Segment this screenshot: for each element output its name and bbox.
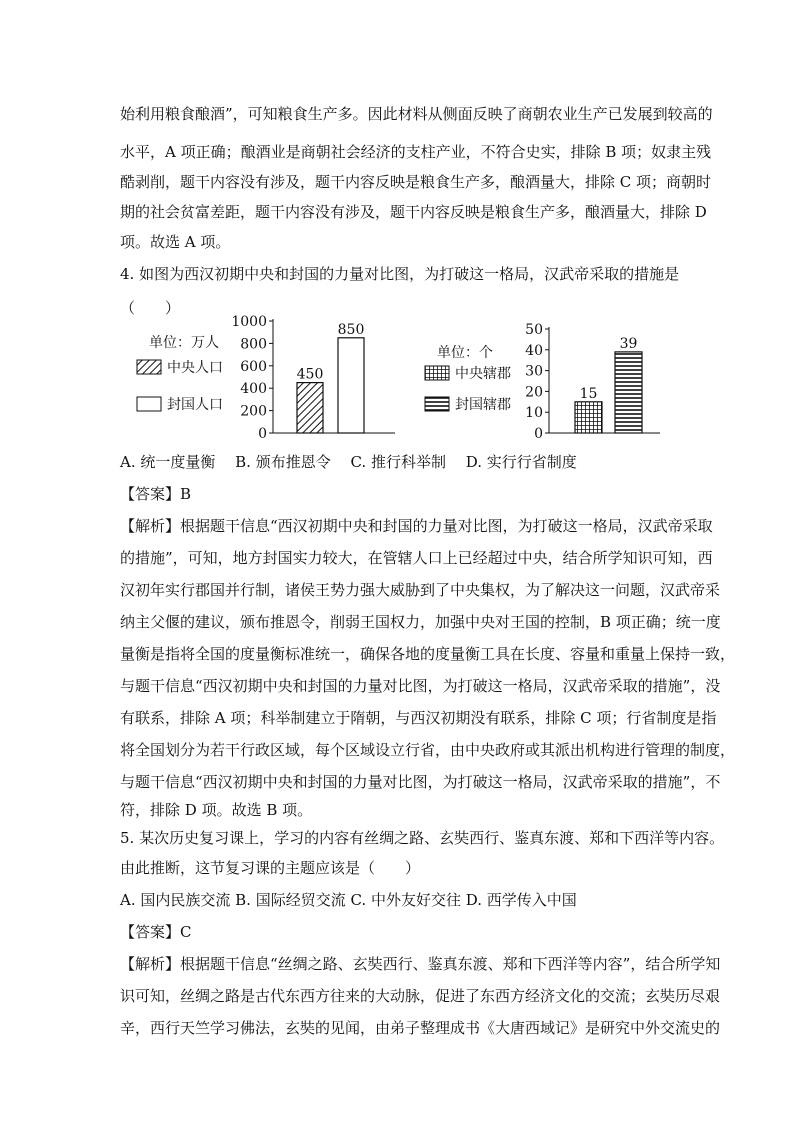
text-line: 汉初年实行郡国并行制，诸侯王势力强大威胁到了中央集权，为了解决这一问题，汉武帝采 bbox=[120, 581, 721, 599]
unit-label: 单位：万人 bbox=[149, 335, 219, 351]
bar bbox=[338, 338, 364, 433]
text-line: 【解析】根据题干信息“丝绸之路、玄奘西行、鉴真东渡、郑和下西洋等内容”，结合所学知 bbox=[120, 955, 721, 973]
bar-value-label: 450 bbox=[296, 366, 324, 383]
text-line: 4. 如图为西汉初期中央和封国的力量对比图，为打破这一格局，汉武帝采取的措施是 bbox=[120, 265, 680, 283]
bar bbox=[297, 383, 323, 433]
text-line: 由此推断，这节复习课的主题应该是（ ） bbox=[120, 859, 421, 877]
bar-value-label: 15 bbox=[579, 385, 598, 402]
bar-value-label: 850 bbox=[337, 321, 365, 338]
legend-swatch bbox=[425, 397, 449, 411]
y-tick-label: 1000 bbox=[231, 314, 267, 330]
y-tick-label: 40 bbox=[525, 342, 543, 359]
text-line: 与题干信息“西汉初期中央和封国的力量对比图，为打破这一格局，汉武帝采取的措施”，没 bbox=[120, 677, 721, 695]
legend-label: 封国人口 bbox=[167, 397, 223, 413]
text-line: 与题干信息“西汉初期中央和封国的力量对比图，为打破这一格局，汉武帝采取的措施”，不 bbox=[120, 773, 721, 791]
y-tick-label: 10 bbox=[525, 405, 543, 422]
text-line: 【答案】C bbox=[120, 923, 192, 941]
legend-swatch bbox=[425, 366, 449, 380]
y-tick-label: 400 bbox=[240, 381, 267, 398]
y-tick-label: 50 bbox=[525, 322, 543, 338]
y-tick-label: 0 bbox=[534, 426, 543, 442]
text-line: 【答案】B bbox=[120, 485, 192, 503]
bar bbox=[615, 352, 642, 433]
y-tick-label: 600 bbox=[240, 358, 267, 375]
unit-label: 单位：个 bbox=[437, 345, 493, 361]
text-line: A. 国内民族交流 B. 国际经贸交流 C. 中外友好交往 D. 西学传入中国 bbox=[120, 891, 577, 909]
chart-commanderies bbox=[425, 322, 660, 442]
text-line: 【解析】根据题干信息“西汉初期中央和封国的力量对比图，为打破这一格局，汉武帝采取 bbox=[120, 517, 713, 535]
chart-svg bbox=[125, 313, 665, 443]
text-line: 期的社会贫富差距，题干内容没有涉及，题干内容反映是粮食生产多，酿酒量大，排除 D bbox=[120, 203, 707, 221]
legend-label: 中央辖郡 bbox=[455, 366, 511, 382]
text-line: 水平，A 项正确；酿酒业是商朝社会经济的支柱产业，不符合史实，排除 B 项；奴隶主残 bbox=[120, 143, 712, 161]
text-line: 始利用粮食酿酒”，可知粮食生产多。因此材料从侧面反映了商朝农业生产已发展到较高的 bbox=[120, 105, 713, 123]
y-tick-label: 30 bbox=[525, 363, 543, 380]
text-line: 符，排除 D 项。故选 B 项。 bbox=[120, 801, 313, 819]
legend-swatch bbox=[137, 397, 161, 411]
legend-label: 封国辖郡 bbox=[455, 397, 511, 413]
legend-swatch bbox=[137, 360, 161, 374]
bar bbox=[575, 402, 602, 433]
text-line: 识可知，丝绸之路是古代东西方往来的大动脉，促进了东西方经济文化的交流；玄奘历尽艰 bbox=[120, 987, 721, 1005]
legend-label: 中央人口 bbox=[167, 360, 223, 376]
y-tick-label: 200 bbox=[240, 403, 267, 420]
figure-population-and-commanderies bbox=[125, 313, 665, 443]
text-line: 纳主父偃的建议，颁布推恩令，削弱王国权力，加强中央对王国的控制，B 项正确；统一度 bbox=[120, 613, 721, 631]
text-line: 项。故选 A 项。 bbox=[120, 233, 231, 251]
text-line: A. 统一度量衡 B. 颁布推恩令 C. 推行科举制 D. 实行行省制度 bbox=[120, 453, 577, 471]
y-tick-label: 800 bbox=[240, 336, 267, 353]
text-line: 将全国划分为若干行政区域，每个区域设立行省，由中央政府或其派出机构进行管理的制度， bbox=[120, 741, 736, 759]
text-line: （ ） bbox=[120, 299, 181, 317]
text-line: 的措施”，可知，地方封国实力较大，在管辖人口上已经超过中央，结合所学知识可知，西 bbox=[120, 549, 713, 567]
chart-population bbox=[137, 314, 395, 442]
text-line: 有联系，排除 A 项；科举制建立于隋朝，与西汉初期没有联系，排除 C 项；行省制度是指 bbox=[120, 709, 717, 727]
bar-value-label: 39 bbox=[619, 335, 638, 352]
y-tick-label: 20 bbox=[525, 384, 543, 401]
y-tick-label: 0 bbox=[258, 426, 267, 442]
text-line: 量衡是指将全国的度量衡标准统一，确保各地的度量衡工具在长度、容量和重量上保持一致， bbox=[120, 645, 736, 663]
text-line: 酷剥削，题干内容没有涉及，题干内容反映是粮食生产多，酿酒量大，排除 C 项；商朝时 bbox=[120, 173, 712, 191]
text-line: 辛，西行天竺学习佛法，玄奘的见闻，由弟子整理成书《大唐西域记》是研究中外交流史的 bbox=[120, 1019, 721, 1037]
text-line: 5. 某次历史复习课上，学习的内容有丝绸之路、玄奘西行、鉴真东渡、郑和下西洋等内容。 bbox=[120, 829, 725, 847]
